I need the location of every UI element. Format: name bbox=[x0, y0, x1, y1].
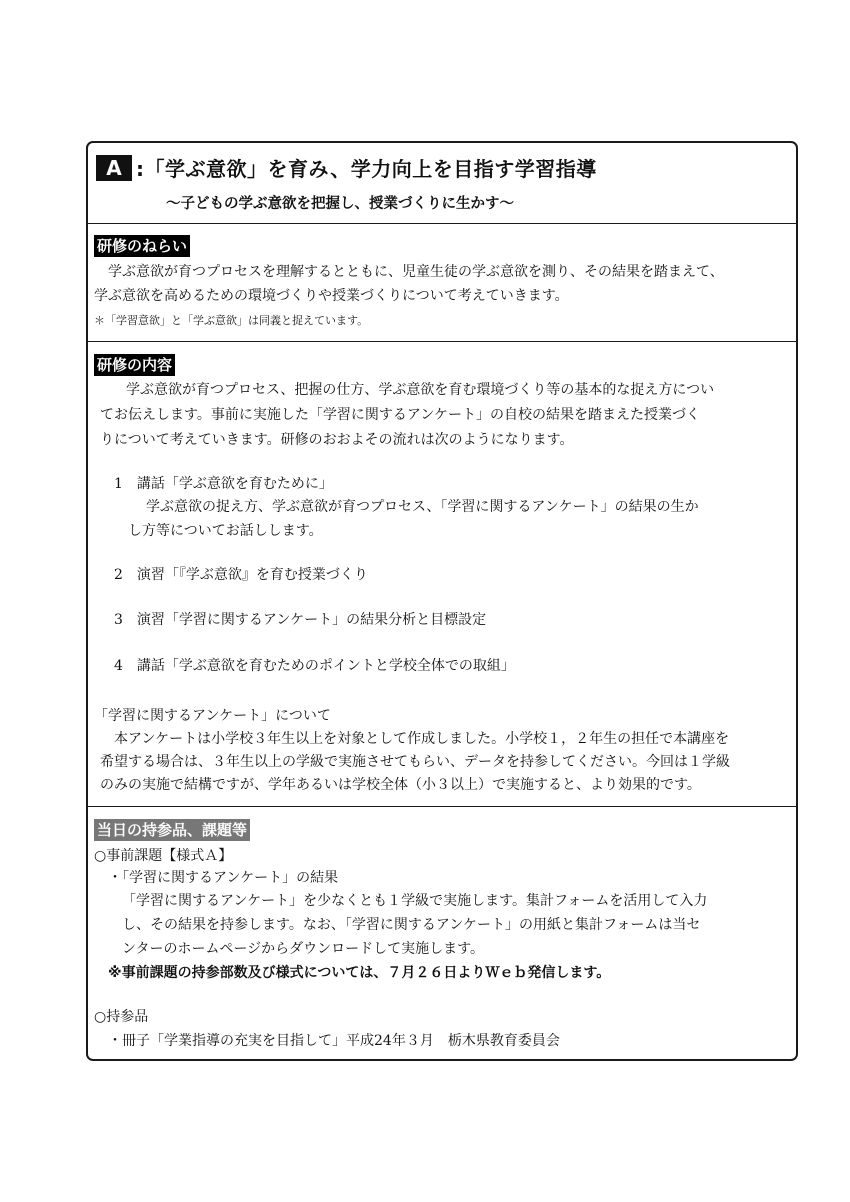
aim-label-wrap bbox=[94, 235, 190, 258]
content-item-1: 1 講話「学ぶ意欲を育むために」 bbox=[114, 476, 333, 492]
prep-label-wrap bbox=[94, 819, 250, 842]
task-text-line: し、その結果を持参します。なお、「学習に関するアンケート」の用紙と集計フォームは当セ bbox=[122, 917, 701, 933]
course-badge: A bbox=[96, 155, 132, 181]
content-item-3: 3 演習「学習に関するアンケート」の結果分析と目標設定 bbox=[114, 612, 487, 628]
divider bbox=[88, 223, 796, 224]
divider bbox=[88, 341, 796, 342]
task-heading: ○事前課題【様式Ａ】 bbox=[94, 848, 233, 864]
task-text-line: ンターのホームページからダウンロードして実施します。 bbox=[122, 941, 485, 957]
task-note: ※事前課題の持参部数及び様式については、７月２６日よりＷｅｂ発信します。 bbox=[108, 965, 611, 981]
task-item: ・「学習に関するアンケート」の結果 bbox=[108, 870, 339, 886]
aim-note: ＊「学習意欲」と「学ぶ意欲」は同義と捉えています。 bbox=[94, 314, 369, 327]
course-title-text: :「学ぶ意欲」を育み、学力向上を目指す学習指導 bbox=[136, 157, 597, 181]
divider bbox=[88, 806, 796, 807]
items-heading: ○持参品 bbox=[94, 1009, 149, 1025]
course-title bbox=[96, 153, 597, 182]
survey-text-line: 希望する場合は、３年生以上の学級で実施させてもらい、データを持参してください。今回は１学級 bbox=[100, 754, 730, 770]
survey-text-line: 本アンケートは小学校３年生以上を対象として作成しました。小学校１，２年生の担任で本講座を bbox=[114, 731, 730, 747]
survey-heading: 「学習に関するアンケート」について bbox=[94, 708, 331, 724]
items-line: ・冊子「学業指導の充実を目指して」平成24年３月 栃木県教育委員会 bbox=[108, 1033, 560, 1049]
content-item-1-desc: 学ぶ意欲の捉え方、学ぶ意欲が育つプロセス、「学習に関するアンケート」の結果の生か bbox=[146, 499, 699, 515]
survey-text-line: のみの実施で結構ですが、学年あるいは学校全体（小３以上）で実施すると、より効果的です。 bbox=[100, 777, 701, 793]
aim-text-line: 学ぶ意欲を高めるための環境づくりや授業づくりについて考えていきます。 bbox=[94, 288, 569, 304]
content-item-1-desc: し方等についてお話しします。 bbox=[128, 523, 323, 539]
course-subtitle: ～子どもの学ぶ意欲を把握し、授業づくりに生かす～ bbox=[166, 196, 514, 212]
content-item-4: 4 講話「学ぶ意欲を育むためのポイントと学校全体での取組」 bbox=[114, 658, 515, 674]
aim-label: 研修のねらい bbox=[94, 235, 190, 257]
course-card bbox=[86, 141, 798, 1061]
content-intro-line: りについて考えていきます。研修のおおよその流れは次のようになります。 bbox=[100, 432, 574, 448]
content-item-2: 2 演習「『学ぶ意欲』を育む授業づくり bbox=[114, 567, 368, 583]
content-label: 研修の内容 bbox=[94, 354, 175, 376]
task-text-line: 「学習に関するアンケート」を少なくとも１学級で実施します。集計フォームを活用して入力 bbox=[122, 893, 708, 909]
content-label-wrap bbox=[94, 354, 175, 377]
content-intro-line: 学ぶ意欲が育つプロセス、把握の仕方、学ぶ意欲を育む環境づくり等の基本的な捉え方につい bbox=[126, 382, 715, 398]
content-intro-line: てお伝えします。事前に実施した「学習に関するアンケート」の自校の結果を踏まえた授業づく bbox=[100, 407, 701, 423]
aim-text-line: 学ぶ意欲が育つプロセスを理解するとともに、児童生徒の学ぶ意欲を測り、その結果を踏まえて、 bbox=[94, 264, 724, 280]
prep-label: 当日の持参品、課題等 bbox=[94, 819, 250, 841]
